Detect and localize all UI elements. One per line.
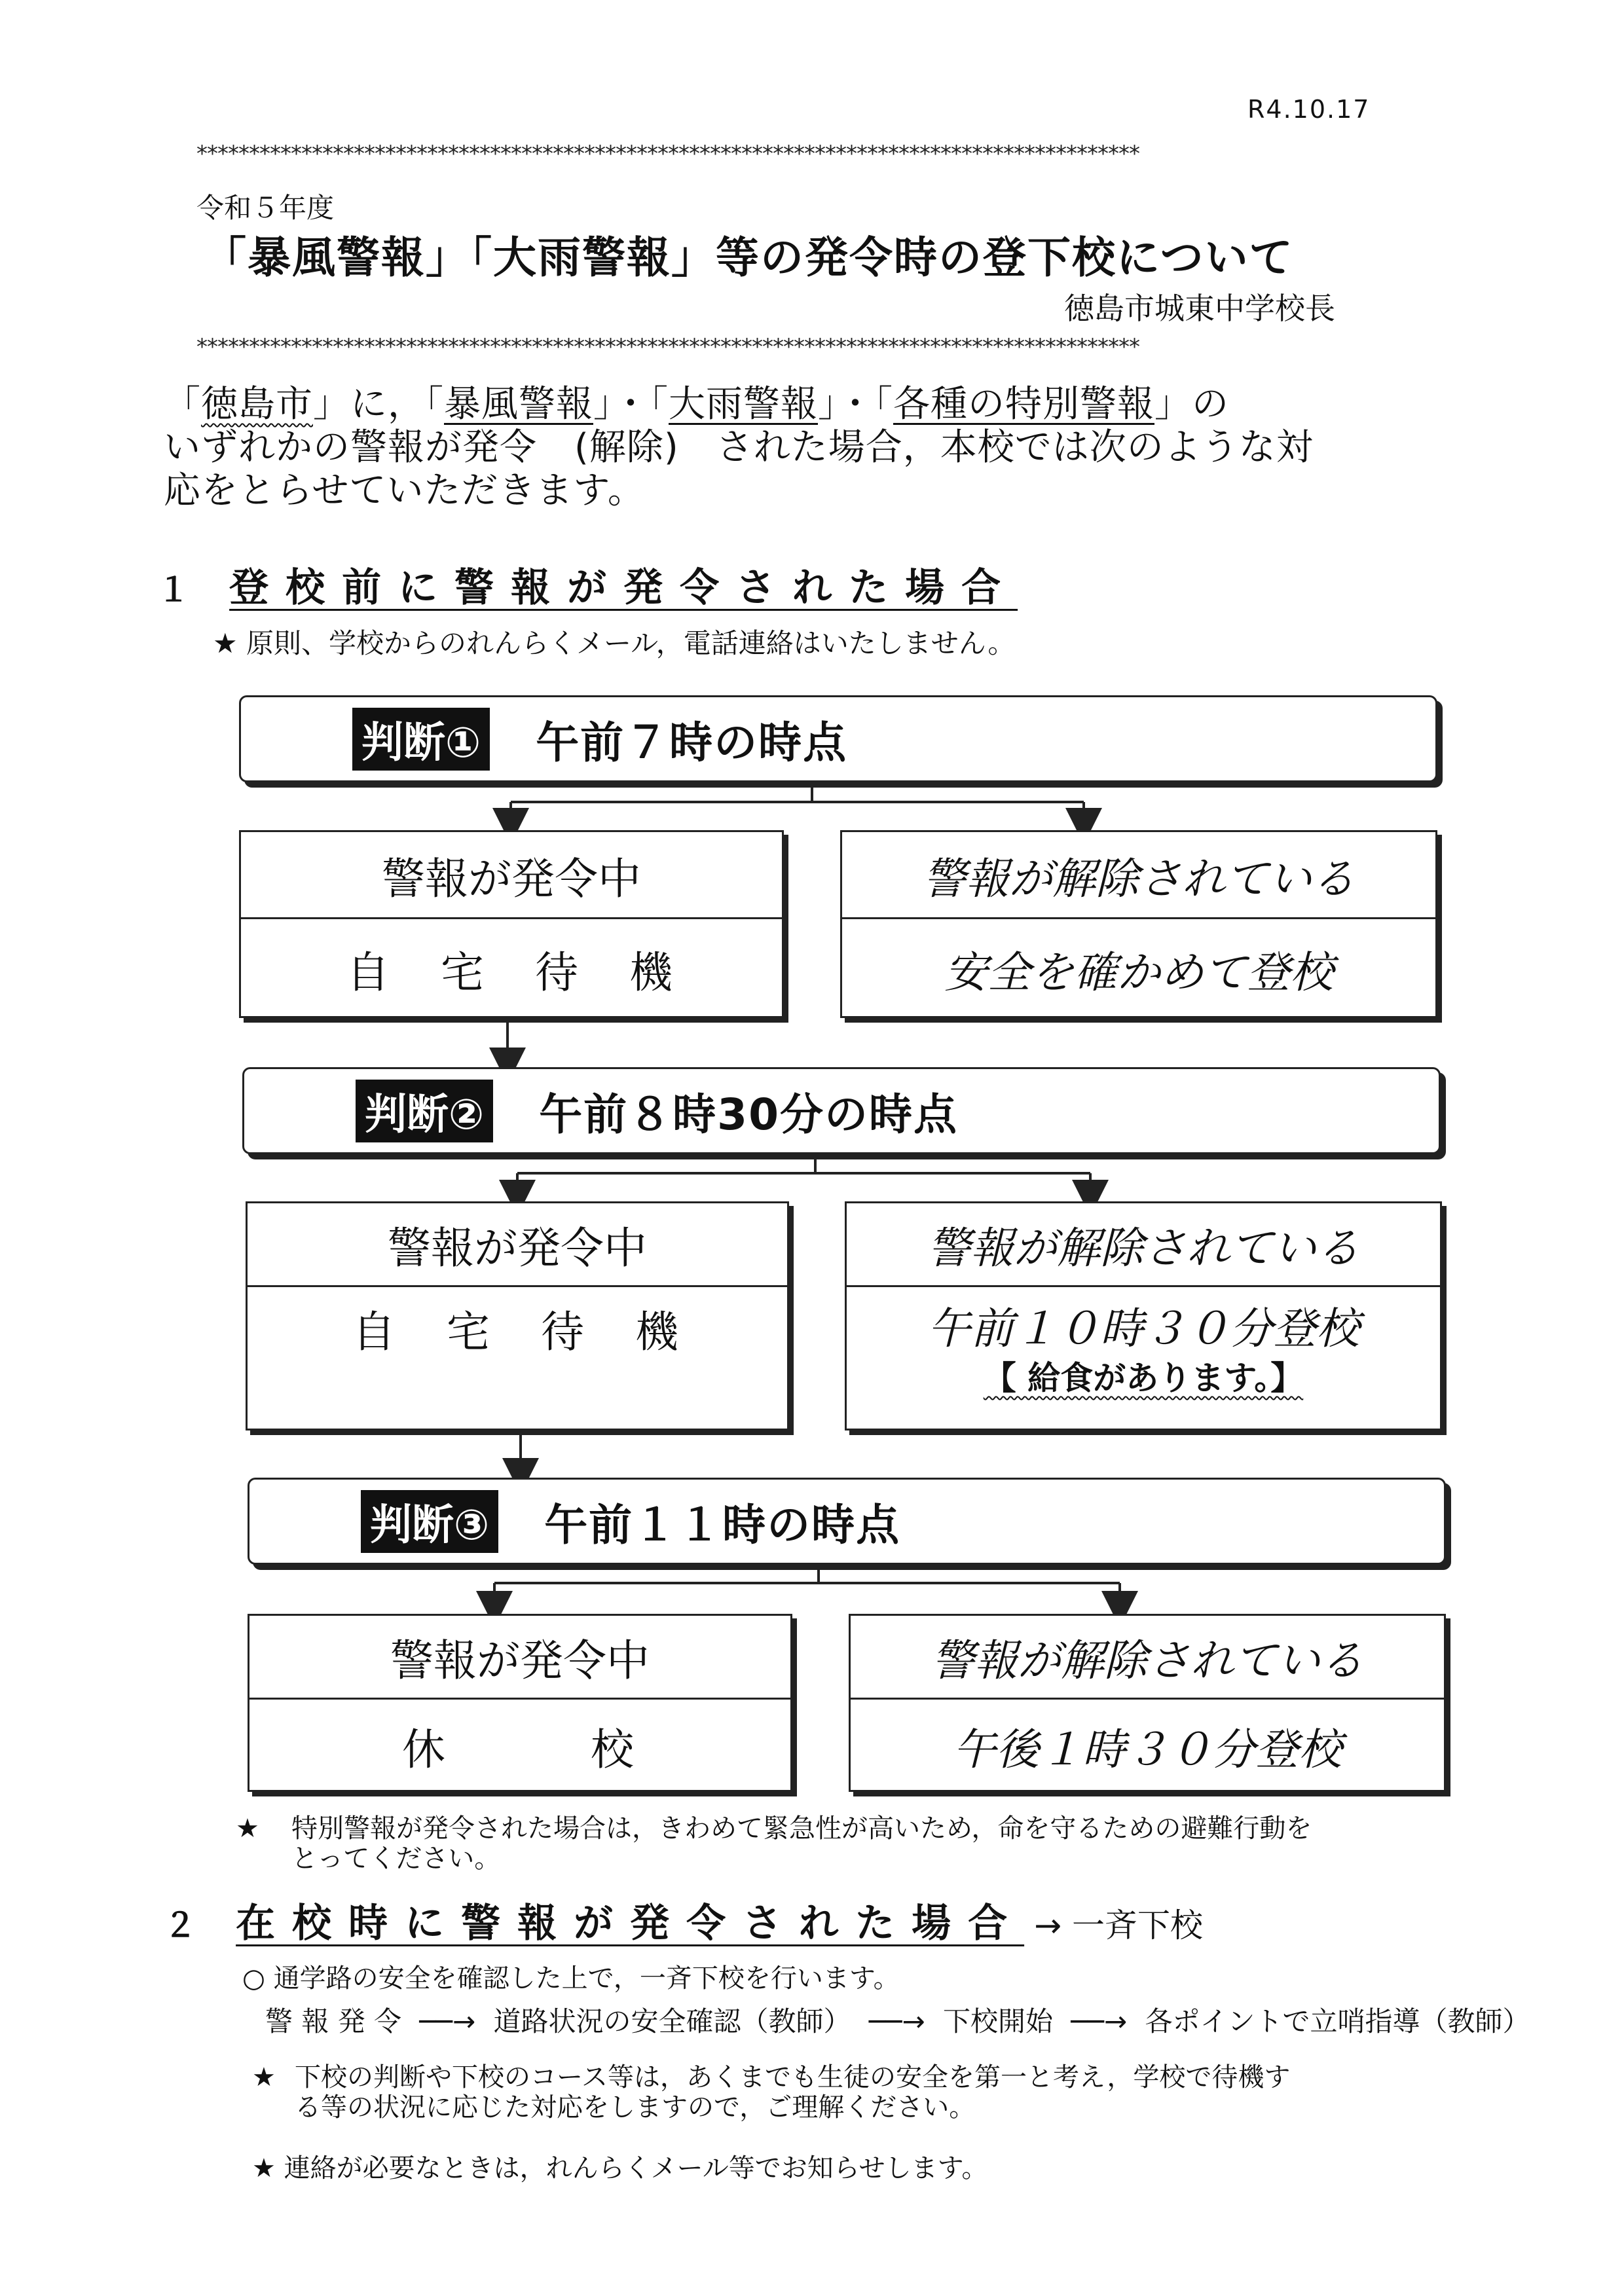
special-warning-star: ★ (236, 1813, 259, 1844)
judgment-3-cleared-action: 午後１時３０分登校 (953, 1724, 1342, 1775)
judgment-3-label: 判断③ (361, 1490, 498, 1553)
intro-line-2: いずれかの警報が発令 (解除) された場合，本校では次のような対 (164, 426, 1314, 469)
section-1-note: ★ 原則、学校からのれんらくメール，電話連絡はいたしません。 (213, 627, 1016, 659)
document-date: R4.10.17 (1247, 95, 1371, 124)
section-2-heading (164, 1892, 1203, 1948)
dismissal-flow (265, 2000, 1530, 2039)
section-2-number: ２ (164, 1906, 196, 1944)
judgment-3-warning-box (248, 1614, 792, 1792)
dismissal-note-star: ★ (252, 2062, 276, 2092)
fiscal-year-label: 令和５年度 (196, 192, 335, 224)
judgment-2-lunch-note: 【 給食があります。】 (983, 1359, 1304, 1397)
flow-arrow-icon: ──→ (868, 2005, 925, 2037)
judgment-2-cleared-status: 警報が解除されている (927, 1223, 1359, 1273)
intro-line-3: 応をとらせていただきます。 (164, 469, 645, 512)
contact-note: ★ 連絡が必要なときは，れんらくメール等でお知らせします。 (252, 2153, 988, 2183)
judgment-1-box (239, 695, 1437, 782)
flow-arrow-icon: ──→ (419, 2005, 476, 2037)
flow-step-guidance: 各ポイントで立哨指導（教師） (1145, 2005, 1530, 2037)
judgment-3-warning-status: 警報が発令中 (390, 1635, 650, 1686)
section-2-title: 在校時に警報が発令された場合 (236, 1901, 1025, 1946)
judgment-2-warning-box (246, 1201, 789, 1430)
judgment-1-cleared-action: 安全を確かめて登校 (944, 947, 1333, 998)
judgment-1-cleared-box (840, 830, 1437, 1018)
judgment-3-warning-action: 休 校 (402, 1724, 638, 1775)
judgment-2-box (242, 1067, 1441, 1154)
section-1-number: １ (157, 571, 190, 609)
judgment-3-cleared-box (849, 1614, 1446, 1792)
judgment-1-cleared-status: 警報が解除されている (923, 853, 1355, 904)
special-warning-term: 各種の特別警報 (893, 383, 1154, 426)
document-author: 徳島市城東中学校長 (1064, 291, 1335, 326)
judgment-2-warning-status: 警報が発令中 (388, 1223, 647, 1273)
judgment-3-cleared-status: 警報が解除されている (931, 1635, 1363, 1686)
special-warning-note: 特別警報が発令された場合は，きわめて緊急性が高いため，命を守るための避難行動を とってください。 (291, 1813, 1312, 1874)
judgment-1-label: 判断① (352, 708, 490, 771)
flow-arrow-icon: ──→ (1071, 2005, 1128, 2037)
document-title: 「暴風警報」「大雨警報」等の発令時の登下校について (203, 232, 1294, 283)
judgment-1-warning-status: 警報が発令中 (382, 853, 641, 904)
judgment-2-cleared-action: 午前１０時３０分登校 (927, 1303, 1359, 1354)
judgment-2-warning-action: 自 宅 待 機 (352, 1307, 682, 1357)
flow-step-start: 下校開始 (943, 2005, 1054, 2037)
judgment-2-time: 午前８時30分の時点 (539, 1089, 959, 1140)
judgment-3-time: 午前１１時の時点 (544, 1500, 901, 1550)
judgment-2-cleared-box (845, 1201, 1442, 1430)
section-2-result: → 一斉下校 (1034, 1906, 1203, 1944)
judgment-1-time: 午前７時の時点 (536, 718, 848, 768)
asterisk-divider-top: ****************************************************************************************** (196, 141, 1139, 167)
city-name: 徳島市 (201, 383, 313, 426)
judgment-1-warning-box (239, 830, 784, 1018)
asterisk-divider-bottom: ****************************************************************************************** (196, 334, 1139, 360)
section-1-title: 登校前に警報が発令された場合 (229, 565, 1018, 611)
flow-step-safety-check: 道路状況の安全確認（教師） (493, 2005, 851, 2037)
judgment-3-box (248, 1478, 1446, 1565)
rain-warning-term: 大雨警報 (669, 383, 818, 426)
judgment-1-warning-action: 自 宅 待 機 (346, 947, 676, 998)
dismissal-note: 下校の判断や下校のコース等は，あくまでも生徒の安全を第一と考え，学校で待機す る等の状況に応じた対応をしますので，ご理解ください。 (295, 2062, 1291, 2123)
section-2-circle-note: ○ 通学路の安全を確認した上で，一斉下校を行います。 (242, 1963, 900, 1994)
intro-line-1: 「徳島市」に，「暴風警報」・「大雨警報」・「各種の特別警報」の (164, 383, 1229, 426)
judgment-2-label: 判断② (356, 1080, 493, 1142)
storm-warning-term: 暴風警報 (444, 383, 593, 426)
flow-step-warning: 警 報 発 令 (265, 2005, 402, 2037)
